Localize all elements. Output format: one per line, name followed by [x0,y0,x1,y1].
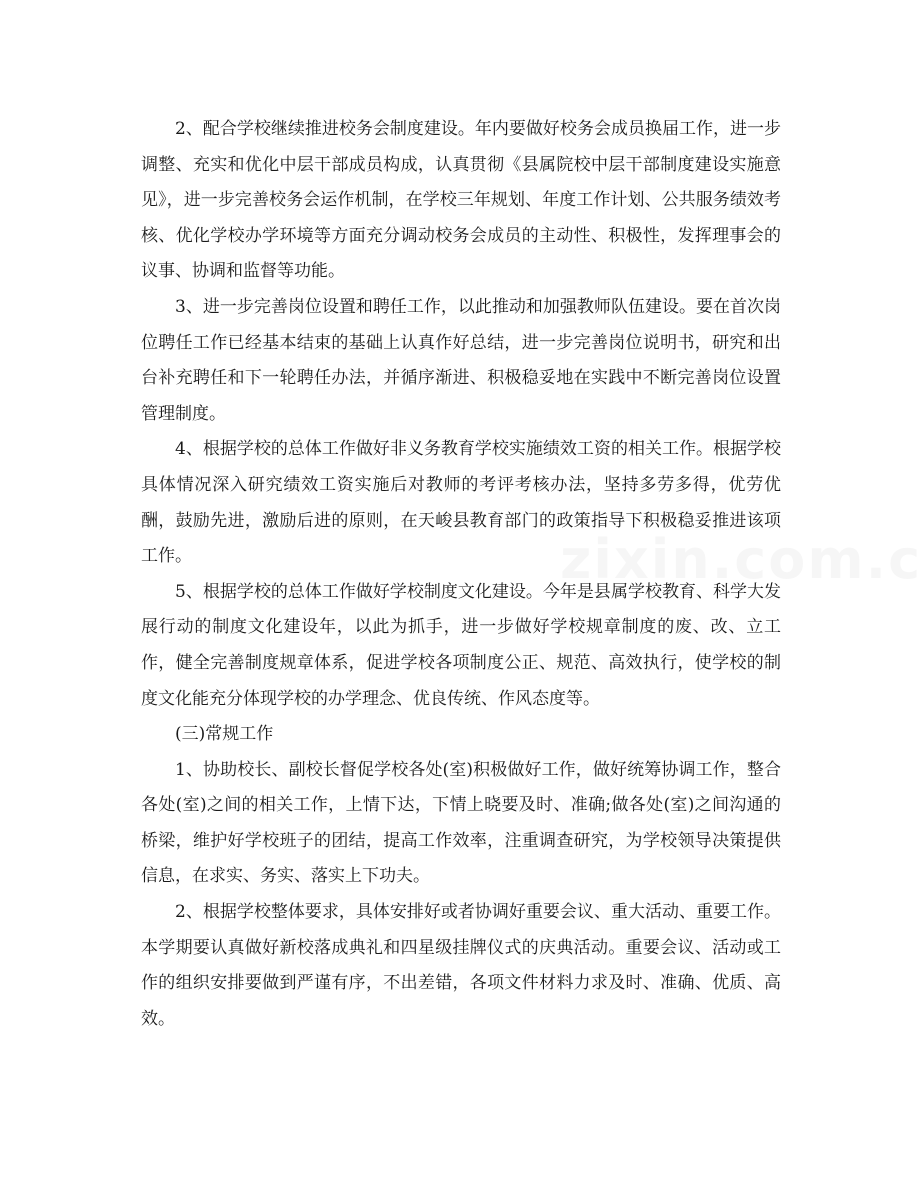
paragraph-item-4: 4、根据学校的总体工作做好非义务教育学校实施绩效工资的相关工作。根据学校具体情况深入研究绩效工资实施后对教师的考评考核办法，坚持多劳多得，优劳优酬，鼓励先进，激励后进的原则，在天峻县教育部门的政策指导下积极稳妥推进该项工作。 [141,439,781,567]
section-heading-routine-work: (三)常规工作 [175,724,274,745]
paragraph-item-2: 2、配合学校继续推进校务会制度建设。年内要做好校务会成员换届工作，进一步调整、充实和优化中层干部成员构成，认真贯彻《县属院校中层干部制度建设实施意见》，进一步完善校务会运作机制，在学校三年规划、年度工作计划、公共服务绩效考核、优化学校办学环境等方面充分调动校务会成员的主动性、积极性，发挥理事会的议事、协调和监督等功能。 [141,119,781,282]
paragraph-item-5: 5、根据学校的总体工作做好学校制度文化建设。今年是县属学校教育、科学大发展行动的制度文化建设年，以此为抓手，进一步做好学校规章制度的废、改、立工作，健全完善制度规章体系，促进学校各项制度公正、规范、高效执行，使学校的制度文化能充分体现学校的办学理念、优良传统、作风态度等。 [141,581,781,709]
document-body [141,112,781,1037]
paragraph-routine-1: 1、协助校长、副校长督促学校各处(室)积极做好工作，做好统筹协调工作，整合各处(室)之间的相关工作，上情下达，下情上晓要及时、准确;做各处(室)之间沟通的桥梁，维护好学校班子的团结，提高工作效率，注重调查研究，为学校领导决策提供信息，在求实、务实、落实上下功夫。 [141,759,781,887]
paragraph-item-3: 3、进一步完善岗位设置和聘任工作，以此推动和加强教师队伍建设。要在首次岗位聘任工作已经基本结束的基础上认真作好总结，进一步完善岗位说明书，研究和出台补充聘任和下一轮聘任办法，并循序渐进、积极稳妥地在实践中不断完善岗位设置管理制度。 [141,296,781,424]
paragraph-routine-2: 2、根据学校整体要求，具体安排好或者协调好重要会议、重大活动、重要工作。本学期要认真做好新校落成典礼和四星级挂牌仪式的庆典活动。重要会议、活动或工作的组织安排要做到严谨有序，不出差错，各项文件材料力求及时、准确、优质、高效。 [141,902,781,1029]
